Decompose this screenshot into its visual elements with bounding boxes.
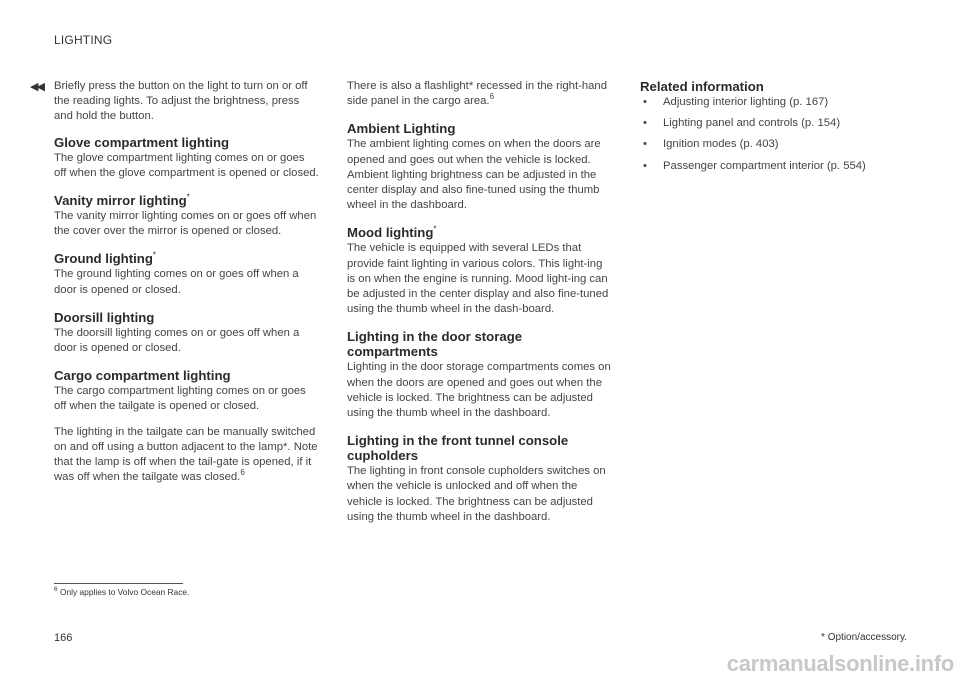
cargo-heading: Cargo compartment lighting	[54, 368, 231, 384]
column-middle	[347, 79, 613, 535]
glove-paragraph: The glove compartment lighting comes on or goes off when the glove compartment is opened or closed.	[54, 151, 319, 179]
vanity-paragraph: The vanity mirror lighting comes on or goes off when the cover over the mirror is opened or closed.	[54, 210, 317, 238]
related-link[interactable]: • Ignition modes (p. 403)	[640, 137, 906, 152]
column-right	[640, 79, 906, 180]
doorsill-heading: Doorsill lighting	[54, 309, 155, 325]
vanity-heading: Vanity mirror lighting*	[54, 192, 190, 209]
page-header-title: LIGHTING	[54, 33, 113, 47]
door-storage-heading: Lighting in the door storage compartments	[347, 329, 523, 360]
cargo-paragraph-2: The lighting in the tailgate can be manually switched on and off using a button adjacent to the lamp*. Note that the lamp is off when the tail-gate is opened, if it was off when the tailgate was closed.$^6$	[54, 425, 318, 484]
related-link[interactable]: • Lighting panel and controls (p. 154)	[640, 116, 906, 131]
ambient-heading: Ambient Lighting	[347, 121, 456, 137]
footnote-divider	[54, 583, 183, 584]
ambient-paragraph: The ambient lighting comes on when the doors are opened and goes out when the vehicle is locked. Ambient lighting brightness can be adjusted in the center display and also fine-tuned using the thumb wheel in the dashboard.	[347, 138, 601, 212]
footnote: $^6$ Only applies to Volvo Ocean Race.	[54, 586, 190, 597]
doorsill-paragraph: The doorsill lighting comes on or goes off when a door is opened or closed.	[54, 326, 300, 355]
related-link[interactable]: • Adjusting interior lighting (p. 167)	[640, 95, 906, 110]
related-list	[640, 95, 906, 174]
option-asterisk: *	[152, 251, 157, 261]
footnote-ref: 6	[240, 468, 245, 478]
page-number: 166	[54, 632, 73, 644]
cargo-paragraph-1: The cargo compartment lighting comes on or goes off when the tailgate is opened or closed.	[54, 385, 306, 413]
continued-arrows-icon: ◀◀	[30, 81, 43, 93]
bullet: •	[643, 117, 647, 130]
option-asterisk: *	[186, 192, 190, 202]
tunnel-heading: Lighting in the front tunnel console cupholders	[347, 433, 569, 464]
mood-paragraph: The vehicle is equipped with several LEDs that provide faint lighting in various colors. This light-ing is on when the engine is running. Mood light-ing can be adjusted in the center display and also fine-tuned using the thumb wheel in the dash-board.	[347, 242, 609, 316]
watermark: carmanualsonline.info	[726, 651, 954, 676]
mood-heading: Mood lighting*	[347, 225, 437, 241]
tunnel-paragraph: The lighting in front console cupholders switches on when the vehicle is unlocked and off when the vehicle is locked. The brightness can be adjusted using the thumb wheel in the dashboard.	[347, 465, 606, 523]
ground-heading: Ground lighting*	[54, 251, 157, 267]
related-link[interactable]: • Passenger compartment interior (p. 554)	[640, 159, 906, 174]
bullet: •	[643, 96, 647, 108]
ground-paragraph: The ground lighting comes on or goes off when a door is opened or closed.	[54, 268, 299, 296]
related-heading: Related information	[640, 79, 764, 94]
option-asterisk: *	[433, 225, 437, 235]
door-storage-paragraph: Lighting in the door storage compartments comes on when the doors are opened and goes out when the vehicle is locked. The brightness can be adjusted using the thumb wheel in the dashboard.	[347, 361, 611, 420]
column-left	[54, 79, 320, 495]
glove-heading: Glove compartment lighting	[54, 134, 230, 150]
bullet: •	[643, 159, 647, 172]
footnote-number: 6	[54, 586, 58, 594]
cargo-paragraph-3: There is also a flashlight* recessed in the right-hand side panel in the cargo area.$^6$	[347, 80, 607, 108]
bullet: •	[643, 138, 647, 151]
footnote-ref: 6	[489, 92, 495, 102]
option-accessory-note: * Option/accessory.	[821, 632, 907, 643]
intro-paragraph: Briefly press the button on the light to turn on or off the reading lights. To adjust the brightness, press and hold the button.	[54, 80, 308, 123]
